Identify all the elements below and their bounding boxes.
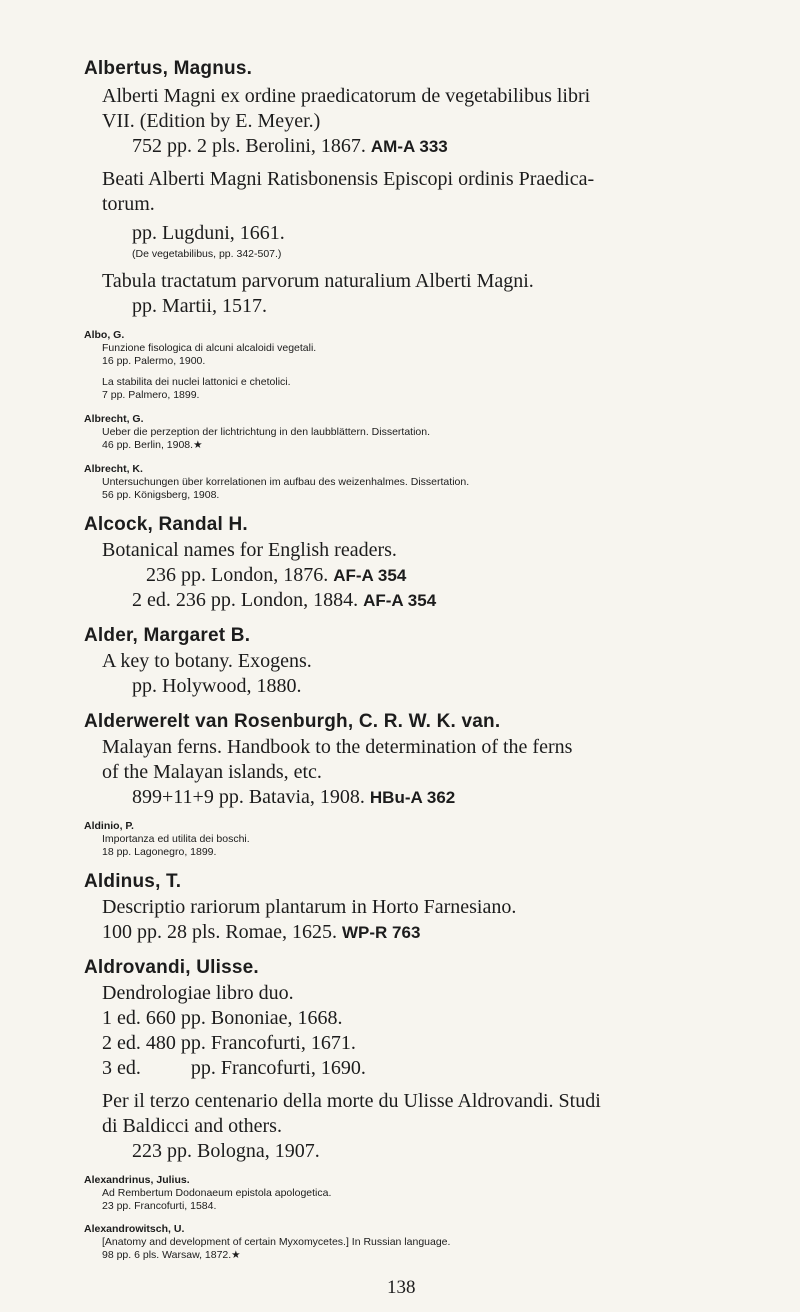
- entry-note: (De vegetabilibus, pp. 342-507.): [132, 248, 282, 260]
- entry-imprint: 23 pp. Francofurti, 1584.: [102, 1200, 217, 1212]
- call-number: WP-R 763: [342, 923, 421, 942]
- entry-imprint: 46 pp. Berlin, 1908.★: [102, 439, 203, 451]
- entry-imprint: pp. Martii, 1517.: [132, 295, 267, 317]
- entry-imprint: 3 ed. pp. Francofurti, 1690.: [102, 1057, 366, 1079]
- entry-aldinus: [84, 871, 784, 945]
- entry-albo: [84, 329, 784, 402]
- entry-albrecht-g: [84, 413, 784, 452]
- entry-aldinio: [84, 820, 784, 859]
- entry-title: of the Malayan islands, etc.: [102, 761, 322, 783]
- entry-heading: Albrecht, K.: [84, 463, 143, 475]
- entry-heading: Albo, G.: [84, 329, 125, 341]
- entry-heading: Alexandrinus, Julius.: [84, 1174, 190, 1186]
- imprint-text: 100 pp. 28 pls. Romae, 1625.: [102, 921, 337, 943]
- entry-imprint: pp. Holywood, 1880.: [132, 675, 302, 697]
- entry-title: Beati Alberti Magni Ratisbonensis Episcopi ordinis Praedica-: [102, 168, 595, 190]
- entry-alder: [84, 625, 784, 699]
- entry-imprint: 18 pp. Lagonegro, 1899.: [102, 846, 217, 858]
- entry-title: Descriptio rariorum plantarum in Horto Farnesiano.: [102, 896, 517, 918]
- entry-alderwerelt: [84, 711, 784, 810]
- entry-heading: Albrecht, G.: [84, 413, 144, 425]
- catalog-page: [84, 58, 784, 1262]
- entry-title: La stabilita dei nuclei lattonici e chetolici.: [102, 376, 291, 388]
- entry-albertus: [84, 58, 784, 319]
- entry-imprint: [132, 785, 784, 810]
- entry-imprint: [132, 134, 784, 159]
- entry-alexandrowitsch: [84, 1223, 784, 1262]
- entry-imprint: [102, 920, 784, 945]
- imprint-text: 752 pp. 2 pls. Berolini, 1867.: [132, 135, 366, 157]
- entry-heading: Alexandrowitsch, U.: [84, 1223, 185, 1235]
- entry-imprint: [146, 563, 784, 588]
- entry-albrecht-k: [84, 463, 784, 502]
- entry-imprint: 2 ed. 480 pp. Francofurti, 1671.: [102, 1032, 356, 1054]
- entry-heading: Alder, Margaret B.: [84, 625, 251, 646]
- entry-imprint: 1 ed. 660 pp. Bononiae, 1668.: [102, 1007, 343, 1029]
- entry-heading: Aldrovandi, Ulisse.: [84, 957, 259, 978]
- entry-title: A key to botany. Exogens.: [102, 650, 312, 672]
- entry-title: Importanza ed utilita dei boschi.: [102, 833, 250, 845]
- entry-heading: Alcock, Randal H.: [84, 514, 248, 535]
- entry-aldrovandi: [84, 957, 784, 1164]
- entry-heading: Alderwerelt van Rosenburgh, C. R. W. K. van.: [84, 711, 501, 732]
- call-number: AM-A 333: [370, 137, 448, 156]
- entry-title: Untersuchungen über korrelationen im aufbau des weizenhalmes. Dissertation.: [102, 476, 470, 488]
- entry-title: Funzione fisologica di alcuni alcaloidi vegetali.: [102, 342, 317, 354]
- entry-title: torum.: [102, 193, 155, 215]
- entry-imprint: 7 pp. Palmero, 1899.: [102, 389, 200, 401]
- entry-title: Botanical names for English readers.: [102, 539, 397, 561]
- entry-imprint: 98 pp. 6 pls. Warsaw, 1872.★: [102, 1249, 241, 1261]
- entry-imprint: pp. Lugduni, 1661.: [132, 222, 285, 244]
- entry-imprint: 223 pp. Bologna, 1907.: [132, 1140, 320, 1162]
- entry-imprint: [132, 588, 784, 613]
- entry-title: [Anatomy and development of certain Myxomycetes.] In Russian language.: [102, 1236, 451, 1248]
- entry-title: Per il terzo centenario della morte du Ulisse Aldrovandi. Studi: [102, 1090, 601, 1112]
- entry-title: di Baldicci and others.: [102, 1115, 282, 1137]
- imprint-text: 236 pp. London, 1876.: [146, 564, 329, 586]
- entry-title: Alberti Magni ex ordine praedicatorum de vegetabilibus libri: [102, 85, 591, 107]
- entry-heading: Albertus, Magnus.: [84, 58, 253, 79]
- entry-heading: Aldinus, T.: [84, 871, 182, 892]
- entry-title: Ad Rembertum Dodonaeum epistola apologetica.: [102, 1187, 332, 1199]
- imprint-text: 2 ed. 236 pp. London, 1884.: [132, 589, 359, 611]
- entry-title: Tabula tractatum parvorum naturalium Alberti Magni.: [102, 270, 534, 292]
- entry-imprint: 16 pp. Palermo, 1900.: [102, 355, 206, 367]
- entry-heading: Aldinio, P.: [84, 820, 134, 832]
- entry-title: Dendrologiae libro duo.: [102, 982, 294, 1004]
- call-number: AF-A 354: [333, 566, 407, 585]
- page-number: 138: [387, 1277, 416, 1298]
- entry-title: Ueber die perzeption der lichtrichtung in den laubblättern. Dissertation.: [102, 426, 431, 438]
- entry-title: VII. (Edition by E. Meyer.): [102, 110, 321, 132]
- entry-alexandrinus: [84, 1174, 784, 1213]
- entry-alcock: [84, 514, 784, 613]
- imprint-text: 899+11+9 pp. Batavia, 1908.: [132, 786, 365, 808]
- entry-title: Malayan ferns. Handbook to the determination of the ferns: [102, 736, 573, 758]
- call-number: HBu-A 362: [369, 788, 456, 807]
- entry-imprint: 56 pp. Königsberg, 1908.: [102, 489, 220, 501]
- call-number: AF-A 354: [363, 591, 437, 610]
